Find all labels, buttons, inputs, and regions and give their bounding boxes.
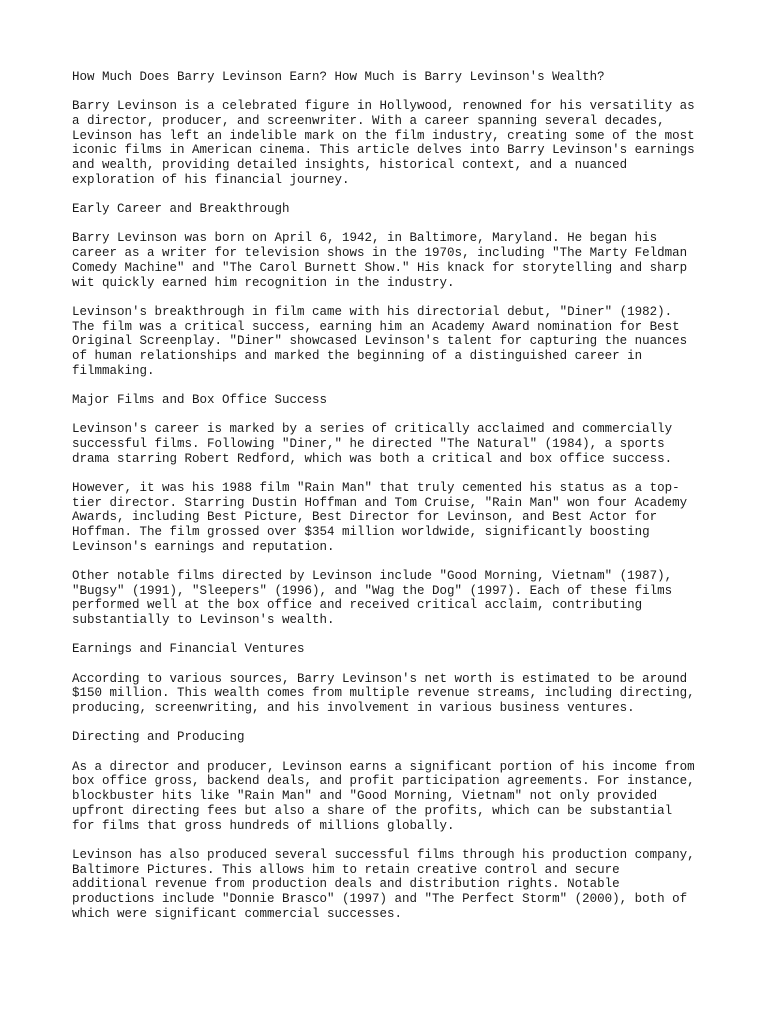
- paragraph-gap: [72, 188, 708, 203]
- section-heading-earnings: Earnings and Financial Ventures: [72, 642, 305, 657]
- paragraph-notable-films: Other notable films directed by Levinson include "Good Morning, Vietnam" (1987), "Bugsy" (1991), "Sleepers" (1996), and "Wag the Dog" (1997). Each of these films performed well at the box office and received critical acclaim, contributing substantially to Levinson's wealth.: [72, 569, 673, 628]
- section-heading-major-films: Major Films and Box Office Success: [72, 392, 328, 407]
- paragraph-gap: [72, 290, 708, 305]
- paragraph-gap: [72, 833, 708, 848]
- paragraph-gap: [72, 745, 708, 760]
- paragraph-gap: [72, 217, 708, 232]
- paragraph-gap: [72, 378, 708, 393]
- paragraph-gap: [72, 657, 708, 672]
- paragraph-rain-man: However, it was his 1988 film "Rain Man" that truly cemented his status as a top- tier director. Starring Dustin Hoffman and Tom Cruise, "Rain Man" won four Academy Awards, including Best Picture, Best Director for Levinson, and Best Actor for Hoffman. The film grossed over $354 million worldwide, significantly boosting Levinson's earnings and reputation.: [72, 480, 688, 554]
- paragraph-early-life: Barry Levinson was born on April 6, 1942, in Baltimore, Maryland. He began his career as a writer for television shows in the 1970s, including "The Marty Feldman Comedy Machine" and "The Carol Burnett Show." His knack for storytelling and sharp wit quickly earned him recognition in the industry.: [72, 231, 688, 290]
- paragraph-gap: [72, 466, 708, 481]
- paragraph-director-income: As a director and producer, Levinson earns a significant portion of his income from box office gross, backend deals, and profit participation agreements. For instance, blockbuster hits like "Rain Man" and "Good Morning, Vietnam" not only provided upfront directing fees but also a share of the profits, which can be substantial for films that gross hundreds of millions globally.: [72, 759, 695, 833]
- paragraph-production-company: Levinson has also produced several successful films through his production company, Baltimore Pictures. This allows him to retain creative control and secure additional revenue from production deals and distribution rights. Notable productions include "Donnie Brasco" (1997) and "The Perfect Storm" (2000), both of which were significant commercial successes.: [72, 847, 695, 921]
- paragraph-gap: [72, 716, 708, 731]
- paragraph-net-worth: According to various sources, Barry Levinson's net worth is estimated to be around $150 million. This wealth comes from multiple revenue streams, including directing, producing, screenwriting, and his involvement in various business ventures.: [72, 671, 695, 716]
- paragraph-gap: [72, 554, 708, 569]
- paragraph-breakthrough: Levinson's breakthrough in film came with his directorial debut, "Diner" (1982). The film was a critical success, earning him an Academy Award nomination for Best Original Screenplay. "Diner" showcased Levinson's talent for capturing the nuances of human relationships and marked the beginning of a distinguished career in filmmaking.: [72, 304, 688, 378]
- paragraph-gap: [72, 408, 708, 423]
- document-title: How Much Does Barry Levinson Earn? How Much is Barry Levinson's Wealth?: [72, 70, 605, 84]
- paragraph-gap: [72, 628, 708, 643]
- paragraph-career-films: Levinson's career is marked by a series of critically acclaimed and commercially successful films. Following "Diner," he directed "The Natural" (1984), a sports drama starring Robert Redford, which was both a critical and box office success.: [72, 422, 673, 466]
- section-heading-directing-producing: Directing and Producing: [72, 730, 245, 745]
- paragraph-gap: [72, 85, 708, 100]
- intro-paragraph: Barry Levinson is a celebrated figure in Hollywood, renowned for his versatility as a director, producer, and screenwriter. With a career spanning several decades, Levinson has left an indelible mark on the film industry, creating some of the most iconic films in American cinema. This article delves into Barry Levinson's earnings and wealth, providing detailed insights, historical context, and a nuanced exploration of his financial journey.: [72, 99, 695, 187]
- section-heading-early-career: Early Career and Breakthrough: [72, 202, 290, 217]
